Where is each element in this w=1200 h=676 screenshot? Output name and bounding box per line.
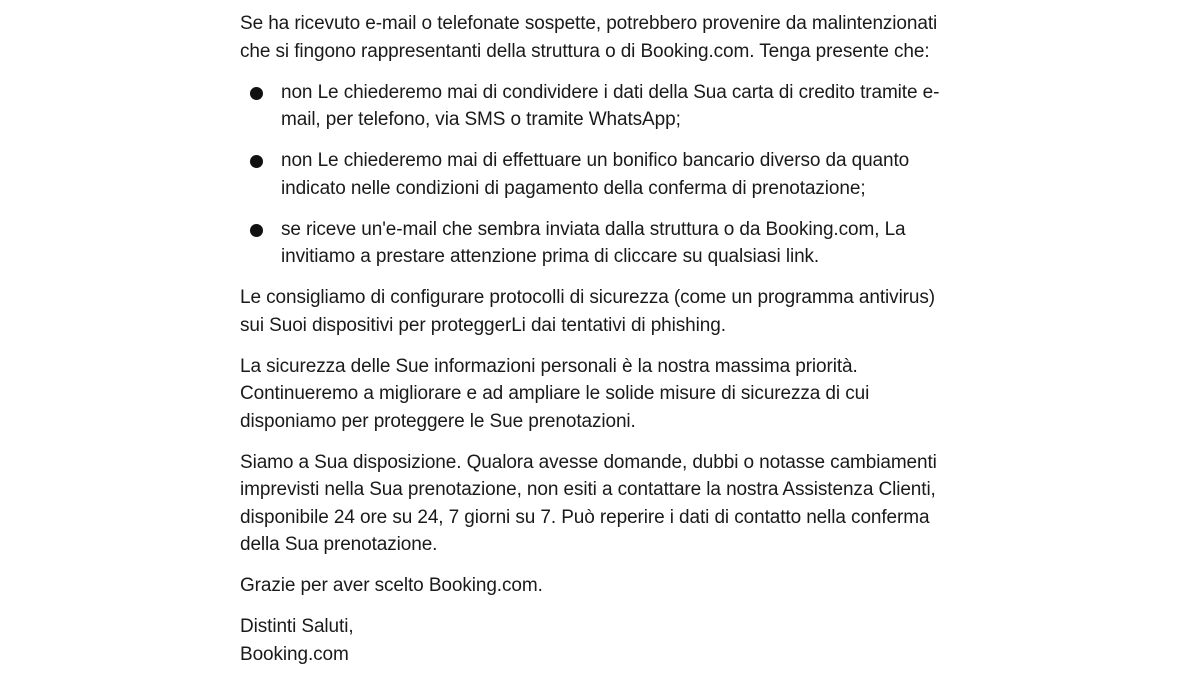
list-item-text: se riceve un'e-mail che sembra inviata dalla struttura o da Booking.com, La invitiamo a prestare attenzione prima di cliccare su qualsiasi link. [281,218,906,267]
list-item-text: non Le chiederemo mai di condividere i dati della Sua carta di credito tramite e-mail, per telefono, via SMS o tramite WhatsApp; [281,81,940,130]
warning-list [240,79,945,271]
bullet-icon [250,224,263,237]
security-advice-paragraph: Le consigliamo di configurare protocolli di sicurezza (come un programma antivirus) sui Suoi dispositivi per proteggerLi dai tentativi di phishing. [240,287,936,336]
closing-text: Distinti Saluti, [240,616,354,637]
email-body [240,10,945,668]
bullet-icon [250,155,263,168]
thanks-paragraph: Grazie per aver scelto Booking.com. [240,575,543,596]
list-item [240,79,945,134]
bullet-icon [250,87,263,100]
signature-text: Booking.com [240,643,349,665]
signoff [240,613,945,668]
list-item-text: non Le chiederemo mai di effettuare un bonifico bancario diverso da quanto indicato nelle condizioni di pagamento della conferma di prenotazione; [281,150,910,199]
list-item [240,216,945,271]
intro-paragraph: Se ha ricevuto e-mail o telefonate sospette, potrebbero provenire da malintenzionati che si fingono rappresentanti della struttura o di Booking.com. Tenga presente che: [240,13,938,62]
priority-paragraph: La sicurezza delle Sue informazioni personali è la nostra massima priorità. Continueremo a migliorare e ad ampliare le solide misure di sicurezza di cui disponiamo per proteggere le Sue prenotazioni. [240,355,870,432]
list-item [240,147,945,202]
support-paragraph: Siamo a Sua disposizione. Qualora avesse domande, dubbi o notasse cambiamenti imprevisti nella Sua prenotazione, non esiti a contattare la nostra Assistenza Clienti, disponibile 24 ore su 24, 7 giorni su 7. Può reperire i dati di contatto nella conferma della Sua prenotazione. [240,451,937,555]
